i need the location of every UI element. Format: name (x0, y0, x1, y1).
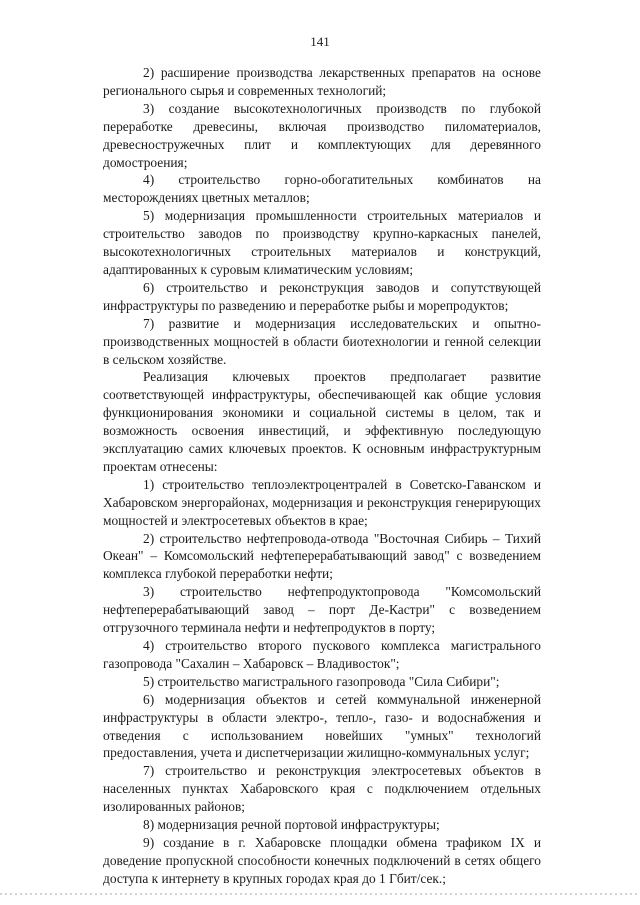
paragraph-infra-6-utilities: 6) модернизация объектов и сетей коммунальной инженерной инфраструктуры в области электро-, тепло-, газо- и водоснабжения и отведения с использованием новейших "умных" технологий предоставления, учета и диспетчеризации жилищно-коммунальных услуг; (103, 691, 541, 761)
paragraph-item-7-biotech: 7) развитие и модернизация исследовательских и опытно-производственных мощностей в области биотехнологии и генной селекции в сельском хозяйстве. (103, 315, 541, 367)
paragraph-item-6-fish-processing: 6) строительство и реконструкция заводов и сопутствующей инфраструктуры по разведению и переработке рыбы и морепродуктов; (103, 279, 541, 313)
paragraph-infra-7-power-grid: 7) строительство и реконструкция электросетевых объектов в населенных пунктах Хабаровского края с подключением отдельных изолированных районов; (103, 763, 541, 815)
paragraph-infra-9-internet: 9) создание в г. Хабаровске площадки обмена трафиком IX и доведение пропускной способности конечных подключений в сетях общего доступа к интернету в крупных городах края до 1 Гбит/сек.; (103, 834, 541, 886)
paragraph-infrastructure-intro: Реализация ключевых проектов предполагает развитие соответствующей инфраструктуры, обеспечивающей как общие условия функционирования экономики и социальной системы в целом, так и возможность освоения инвестиций, и эффективную последующую эксплуатацию самих ключевых проектов. К основным инфраструктурным проектам отнесены: (103, 369, 541, 474)
scan-edge-divider (0, 893, 640, 895)
paragraph-infra-8-river-ports: 8) модернизация речной портовой инфраструктуры; (143, 817, 440, 833)
paragraph-item-5-building-materials: 5) модернизация промышленности строительных материалов и строительство заводов по производству крупно-каркасных панелей, высокотехнологичных строительных материалов и конструкций, адаптированных к суровым климатическим условиям; (103, 208, 541, 277)
body-text (103, 64, 541, 888)
paragraph-infra-4-gas-pipeline: 4) строительство второго пускового комплекса магистрального газопровода "Сахалин – Хабаровск – Владивосток"; (103, 638, 541, 671)
paragraph-item-2-medicines: 2) расширение производства лекарственных препаратов на основе регионального сырья и современных технологий; (103, 65, 541, 98)
paragraph-infra-1-power-plants: 1) строительство теплоэлектроцентралей в Советско-Гаванском и Хабаровском энергорайонах, модернизация и реконструкция генерирующих мощностей и электросетевых объектов в крае; (103, 476, 541, 528)
paragraph-infra-2-oil-pipeline: 2) строительство нефтепровода-отвода "Восточная Сибирь – Тихий Океан" – Комсомольский нефтеперерабатывающий завод" с возведением комплекса глубокой переработки нефти; (103, 530, 541, 582)
paragraph-infra-3-product-pipeline: 3) строительство нефтепродуктопровода "Комсомольский нефтеперерабатывающий завод – порт Де-Кастри" с возведением отгрузочного терминала нефти и нефтепродуктов в порту; (103, 584, 541, 636)
paragraph-item-3-wood-processing: 3) создание высокотехнологичных производств по глубокой переработке древесины, включая производство пиломатериалов, древесностружечных плит и комплектующих для деревянного домостроения; (103, 100, 541, 170)
paragraph-infra-5-power-of-siberia: 5) строительство магистрального газопровода "Сила Сибири"; (143, 673, 500, 689)
paragraph-item-4-mining: 4) строительство горно-обогатительных комбинатов на месторождениях цветных металлов; (103, 172, 541, 206)
page-number: 141 (310, 34, 330, 49)
